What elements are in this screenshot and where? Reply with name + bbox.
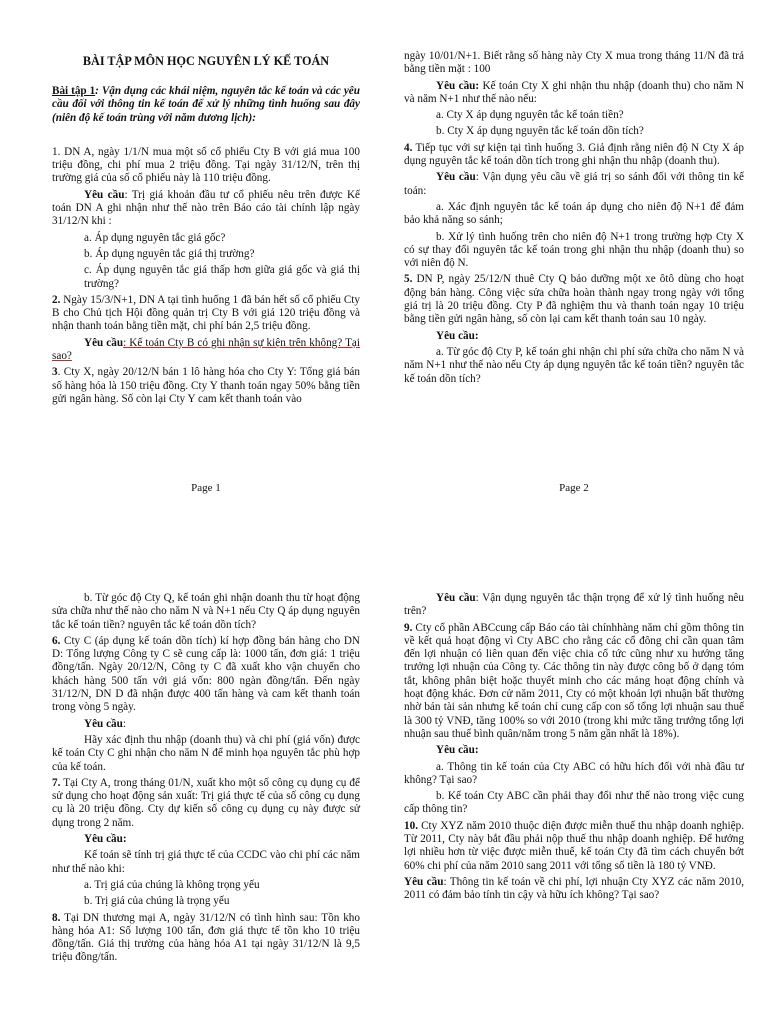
question-6-requirement-text: Hãy xác định thu nhập (doanh thu) và chi phí (giá vốn) được kế toán Cty C ghi nhận cho năm N để minh họa nguyên tắc phù hợp của kế toán. bbox=[52, 733, 360, 773]
question-3-option-b: b. Cty X áp dụng nguyên tắc kế toán dồn tích? bbox=[436, 125, 644, 138]
question-text: Tiếp tục với sự kiện tại tình huống 3. Giả định rằng niên độ N Cty X áp dụng nguyên tắc kế toán dồn tích trong ghi nhận thu nhập (doanh thu). bbox=[404, 141, 744, 168]
page-footer: Page 1 bbox=[191, 482, 221, 494]
question-3-requirement bbox=[404, 80, 744, 107]
question-4-option-b: b. Xử lý tình huống trên cho niên độ N+1 trong trường hợp Cty X có sự thay đổi nguyên tắc kế toán trong ghi nhận thu nhập (doanh thu) so với niên độ N. bbox=[404, 230, 744, 270]
question-2 bbox=[52, 294, 360, 334]
question-text: Tại DN thương mại A, ngày 31/12/N có tình hình sau: Tồn kho hàng hóa A1: Số lượng 100 tấn, đơn giá thực tế tồn kho 10 triệu đồng/tấn. Giá thị trường của hàng hóa A1 tại ngày 31/12/N là 9,5 triệu đồng/tấn. bbox=[52, 911, 360, 964]
document-page-1 bbox=[0, 0, 384, 512]
question-number: 7. bbox=[52, 776, 61, 789]
question-number: 3 bbox=[52, 366, 58, 379]
question-9-option-a: a. Thông tin kế toán của Cty ABC có hữu hích đối với nhà đầu tư không? Tại sao? bbox=[404, 760, 744, 786]
requirement-text: : Thông tin kế toán về chi phí, lợi nhuận Cty XYZ các năm 2010, 2011 có đảm bảo tính tin cậy và hữu ích không? Tại sao? bbox=[404, 875, 744, 902]
requirement-text: Kế toán Cty X ghi nhận thu nhập (doanh thu) cho năm N và năm N+1 như thế nào nếu: bbox=[404, 79, 744, 105]
question-7-requirement bbox=[52, 833, 360, 846]
exercise-intro-text: : Vận dụng các khái niệm, nguyên tắc kế toán và các yêu cầu đối với thông tin kế toán để xử lý những tình huống sau đây (niên độ kế toán trùng với năm dương lịch): bbox=[52, 85, 360, 124]
question-number: 9. bbox=[404, 621, 413, 634]
question-2-requirement bbox=[52, 337, 360, 364]
question-text: Ngày 15/3/N+1, DN A tại tình huống 1 đã bán hết số cổ phiếu Cty B cho Chủ tịch Hội đồng quản trị Cty B với giá 120 triệu đồng và nhận thanh toán bằng tiền mặt, chi phí bán 2,5 triệu đồng. bbox=[52, 293, 360, 333]
requirement-text: : Vận dụng yêu cầu về giá trị so sánh đối với thông tin kế toán: bbox=[404, 171, 744, 197]
question-7-option-b: b. Trị giá của chúng là trọng yếu bbox=[84, 895, 230, 908]
question-text: Cty cổ phần ABCcung cấp Báo cáo tài chínhhàng năm chỉ gồm thông tin về kết quả hoạt động vì Cty ABC cho rằng các cổ đông chỉ cần quan tâm đến lợi nhuận có liên quan đến việc chia cổ tức cũng như xu hướng tăng trưởng lợi nhuận của Công ty. Các thông tin này được công bố ở dạng tóm tắt, không phân biệt hoặc thuyết minh cho các mảng hoạt động chính và hoạt động khác. Đơn cử năm 2011, Cty có một khoản lợi nhuận bất thường nhờ bán tài sản nhưng kế toán chỉ cung cấp con số tổng lợi nhuận sau thuế là 300 tỷ VNĐ, tăng 100% so với 2010 (trong khi mức tăng trưởng tổng lợi nhuận sau thuế bình quân/năm trong 5 năm gần nhất là 18%). bbox=[404, 621, 744, 740]
question-9 bbox=[404, 622, 744, 742]
exercise-label: Bài tập 1 bbox=[52, 85, 96, 97]
question-number: 4. bbox=[404, 141, 413, 154]
question-number: 8. bbox=[52, 911, 61, 924]
page-footer: Page 2 bbox=[559, 482, 589, 494]
requirement-colon: : bbox=[122, 717, 126, 730]
document-page-2 bbox=[384, 0, 768, 512]
question-10 bbox=[404, 820, 744, 873]
question-1-option-c: c. Áp dụng nguyên tắc giá thấp hơn giữa giá gốc và giá thị trường? bbox=[84, 264, 360, 290]
question-1-option-b: b. Áp dụng nguyên tắc giá thị trường? bbox=[84, 247, 255, 260]
question-number: 2. bbox=[52, 293, 61, 306]
question-6-requirement bbox=[52, 718, 360, 731]
question-3-option-a: a. Cty X áp dụng nguyên tắc kế toán tiền? bbox=[436, 109, 624, 122]
question-5-option-a: a. Từ góc độ Cty P, kế toán ghi nhận chi phí sửa chữa cho năm N và năm N+1 như thế nào nếu Cty áp dụng nguyên tắc kế toán tiền? nguyên tắc kế toán dồn tích? bbox=[404, 345, 744, 385]
requirement-text: : Vận dụng nguyên tắc thận trọng để xử lý tình huống nêu trên? bbox=[404, 592, 744, 618]
requirement-label: Yêu cầu bbox=[404, 875, 444, 888]
question-text: . Cty X, ngày 20/12/N bán 1 lô hàng hóa cho Cty Y: Tổng giá bán số hàng hóa là 150 triệu đồng. Cty Y thanh toán ngay 50% bằng tiền gửi ngân hàng. Số còn lại Cty Y cam kết thanh toán vào bbox=[52, 366, 360, 405]
question-1-requirement bbox=[52, 189, 360, 229]
question-5 bbox=[404, 273, 744, 326]
requirement-label: Yêu cầu bbox=[84, 188, 125, 201]
question-text: Cty C (áp dụng kế toán dồn tích) kí hợp đồng bán hàng cho DN D: Tổng lượng Công ty C sẽ cung cấp là: 1000 tấn, đơn giá: 1 triệu đồng/tấn. Ngày 20/12/N, Công ty C đã xuất kho vận chuyển cho khách hàng 500 tấn với giá vốn: 800 ngàn đồng/tấn. Đến ngày 31/12/N, DN D đã nhận được 400 tấn hàng và cam kết thanh toán trong vòng 5 ngày. bbox=[52, 634, 360, 714]
question-4-requirement bbox=[404, 171, 744, 198]
question-number: 6. bbox=[52, 634, 61, 647]
question-7-option-a: a. Trị giá của chúng là không trọng yếu bbox=[84, 878, 260, 891]
question-1: 1. DN A, ngày 1/1/N mua một số cổ phiếu Cty B với giá mua 100 triệu đồng, chi phí mua 2 triệu đồng. Tại ngày 31/12/N, trên thị trường giá của số cổ phiếu này là 110 triệu đồng. bbox=[52, 145, 360, 185]
document-title: BÀI TẬP MÔN HỌC NGUYÊN LÝ KẾ TOÁN bbox=[82, 54, 330, 68]
requirement-label: Yêu cầu bbox=[436, 171, 476, 184]
question-8-requirement bbox=[404, 592, 744, 619]
question-7-requirement-text: Kế toán sẽ tính trị giá thực tế của CCDC vào chi phí các năm như thế nào khi: bbox=[52, 849, 360, 875]
question-6 bbox=[52, 635, 360, 715]
question-number: 10. bbox=[404, 819, 418, 832]
question-1-option-a: a. Áp dụng nguyên tắc giá gốc? bbox=[84, 231, 226, 244]
question-10-requirement bbox=[404, 876, 744, 903]
question-number: 5. bbox=[404, 273, 413, 286]
question-text: Tại Cty A, trong tháng 01/N, xuất kho một số công cụ dụng cụ để sử dụng cho hoạt động sản xuất: Trị giá thực tế của số công cụ dụng cụ là 20 triệu đồng. Cty dự kiến số công cụ dụng cụ này được sử dụng trong 2 năm. bbox=[52, 776, 360, 829]
question-4-option-a: a. Xác định nguyên tắc kế toán áp dụng cho niên độ N+1 để đảm bảo khả năng so sánh; bbox=[404, 200, 744, 227]
requirement-text: : Kế toán Cty B có ghi nhận sự kiện trên không? Tại sao? bbox=[52, 336, 360, 363]
question-text: DN P, ngày 25/12/N thuê Cty Q bảo dưỡng một xe ôtô dùng cho hoạt động bán hàng. Công việc sửa chữa hoàn thành ngay trong ngày với tổng giá trị là 20 triệu đồng. Cty P đã nghiệm thu và thanh toán ngay 10 triệu bằng tiền gửi ngân hàng, số còn lại cam kết thanh toán sau 10 ngày. bbox=[404, 273, 744, 326]
question-5-option-b: b. Từ góc độ Cty Q, kế toán ghi nhận doanh thu từ hoạt động sửa chữa như thế nào cho năm N và N+1 nếu Cty Q áp dụng nguyên tắc kế toán tiền? nguyên tắc kế toán dồn tích? bbox=[52, 592, 360, 631]
question-3-continued: ngày 10/01/N+1. Biết rằng số hàng này Cty X mua trong tháng 11/N đã trả bằng tiền mặt : 100 bbox=[404, 50, 744, 76]
requirement-label: Yêu cầu bbox=[84, 336, 124, 349]
requirement-text: : Trị giá khoản đầu tư cổ phiếu nêu trên được Kế toán DN A ghi nhận như thế nào trên Báo cáo tài chính lập ngày 31/12/N khi : bbox=[52, 188, 360, 228]
question-9-option-b: b. Kế toán Cty ABC cần phải thay đổi như thế nào trong việc cung cấp thông tin? bbox=[404, 790, 744, 816]
requirement-label: Yêu cầu: bbox=[436, 79, 480, 92]
question-7 bbox=[52, 777, 360, 830]
question-4 bbox=[404, 142, 744, 169]
requirement-label: Yêu cầu bbox=[436, 592, 476, 604]
question-3 bbox=[52, 366, 360, 406]
question-8 bbox=[52, 912, 360, 965]
requirement-label: Yêu cầu bbox=[84, 717, 123, 730]
document-page-4 bbox=[384, 512, 768, 1024]
document-page-3 bbox=[0, 512, 384, 1024]
exercise-intro bbox=[52, 85, 360, 125]
question-9-requirement bbox=[404, 744, 744, 757]
question-text: Cty XYZ năm 2010 thuộc diện được miễn thuế thu nhập doanh nghiệp. Từ 2011, Cty này bắt đầu phải nộp thuế thu nhập doanh nghiệp. Để hưởng lợi nhiều hơn từ việc được miễn thuế, kế toán Cty đã tìm cách chuyển bớt 60% chi phí của năm 2010 sang 2011 với tổng số tiền là 180 tỷ VNĐ. bbox=[404, 819, 744, 872]
requirement-label: Yêu cầu: bbox=[436, 329, 479, 342]
question-5-requirement bbox=[404, 330, 744, 343]
requirement-label: Yêu cầu: bbox=[84, 833, 127, 846]
requirement-label: Yêu cầu: bbox=[436, 744, 479, 757]
